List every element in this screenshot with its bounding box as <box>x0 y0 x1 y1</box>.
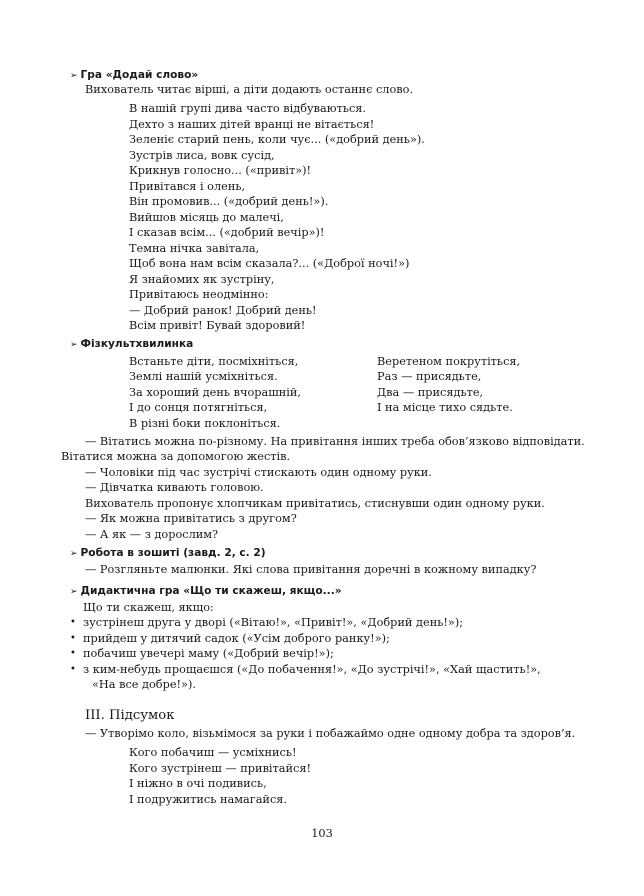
didactic-item-continued: «На все добре!»). <box>92 678 196 691</box>
poem-line: Крикнув голосно... («привіт»)! <box>129 164 312 177</box>
bullet-icon: • <box>70 648 76 659</box>
fizkult-left-line: І до сонця потягніться, <box>129 401 268 414</box>
dialog-line: — Чоловіки під час зустрічі стискають один одному руки. <box>85 466 432 479</box>
fizkult-right-line: Раз — присядьте, <box>377 370 482 383</box>
page-number: 103 <box>311 827 333 840</box>
section-title: ІІІ. Підсумок <box>85 708 175 723</box>
poem-line: Вийшов місяць до малечі, <box>129 211 284 224</box>
didactic-item: з ким-небудь прощаєшся («До побачення!», «До зустрічі!», «Хай щастить!», <box>83 663 541 676</box>
poem-line: Всім привіт! Бувай здоровий! <box>129 319 306 332</box>
poem-line: Привітаюсь неодмінно: <box>129 288 269 301</box>
workbook-heading: ➢ Робота в зошиті (завд. 2, с. 2) <box>70 547 266 559</box>
poem-line: Щоб вона нам всім сказала?... («Доброї ночі!») <box>129 257 410 270</box>
poem-line: Дехто з наших дітей вранці не вітається! <box>129 118 375 131</box>
dialog-line: — Як можна привітатись з другом? <box>85 512 297 525</box>
summary-text: — Утворімо коло, візьмімося за руки і побажаймо одне одному добра та здоров’я. <box>85 727 576 740</box>
dialog-line: Вітатися можна за допомогою жестів. <box>61 450 291 463</box>
bullet-icon: • <box>70 617 76 628</box>
didactic-heading: ➢ Дидактична гра «Що ти скажеш, якщо...» <box>70 585 342 597</box>
bullet-icon: • <box>70 664 76 675</box>
poem-line: Я знайомих як зустріну, <box>129 273 275 286</box>
didactic-item: прийдеш у дитячий садок («Усім доброго ранку!»); <box>83 632 390 645</box>
fizkult-left-line: В різні боки поклоніться. <box>129 417 281 430</box>
poem-line: В нашій групі дива часто відбуваються. <box>129 102 367 115</box>
fizkult-left-line: За хороший день вчорашній, <box>129 386 301 399</box>
dialog-line: — Вітатись можна по-різному. На привітання інших треба обов’язково відповідати. <box>85 435 585 448</box>
arrow-icon: ➢ <box>70 340 78 350</box>
poem-line: Кого побачиш — усміхнись! <box>129 746 297 759</box>
game1-intro: Вихователь читає вірші, а діти додають останнє слово. <box>85 83 414 96</box>
bullet-icon: • <box>70 633 76 644</box>
poem-line: І сказав всім... («добрий вечір»)! <box>129 226 325 239</box>
poem-line: І ніжно в очі подивись, <box>129 777 267 790</box>
fizkult-left-line: Землі нашій усміхніться. <box>129 370 278 383</box>
poem-line: Привітався і олень, <box>129 180 246 193</box>
poem-line: Зеленіє старий пень, коли чує... («добрий день»). <box>129 133 425 146</box>
fizkult-right-line: І на місце тихо сядьте. <box>377 401 513 414</box>
didactic-item: зустрінеш друга у дворі («Вітаю!», «Привіт!», «Добрий день!»); <box>83 616 464 629</box>
arrow-icon: ➢ <box>70 549 78 559</box>
poem-line: Зустрів лиса, вовк сусід, <box>129 149 275 162</box>
poem-line: — Добрий ранок! Добрий день! <box>129 304 317 317</box>
dialog-line: — А як — з дорослим? <box>85 528 219 541</box>
dialog-line: Вихователь пропонує хлопчикам привітатись, стиснувши один одному руки. <box>85 497 545 510</box>
poem-line: Кого зустрінеш — привітайся! <box>129 762 312 775</box>
fizkult-right-line: Веретеном покрутіться, <box>377 355 521 368</box>
poem-line: І подружитись намагайся. <box>129 793 288 806</box>
didactic-item: побачиш увечері маму («Добрий вечір!»); <box>83 647 334 660</box>
fizkult-right-line: Два — присядьте, <box>377 386 484 399</box>
game1-heading: ➢ Гра «Додай слово» <box>70 69 199 81</box>
dialog-line: — Дівчатка кивають головою. <box>85 481 264 494</box>
workbook-text: — Розгляньте малюнки. Які слова привітання доречні в кожному випадку? <box>85 563 537 576</box>
arrow-icon: ➢ <box>70 71 78 81</box>
fizkult-left-line: Встаньте діти, посміхніться, <box>129 355 299 368</box>
fizkult-heading: ➢ Фізкультхвилинка <box>70 338 194 350</box>
didactic-intro: Що ти скажеш, якщо: <box>83 601 214 614</box>
poem-line: Він промовив... («добрий день!»). <box>129 195 329 208</box>
arrow-icon: ➢ <box>70 587 78 597</box>
poem-line: Темна нічка завітала, <box>129 242 260 255</box>
